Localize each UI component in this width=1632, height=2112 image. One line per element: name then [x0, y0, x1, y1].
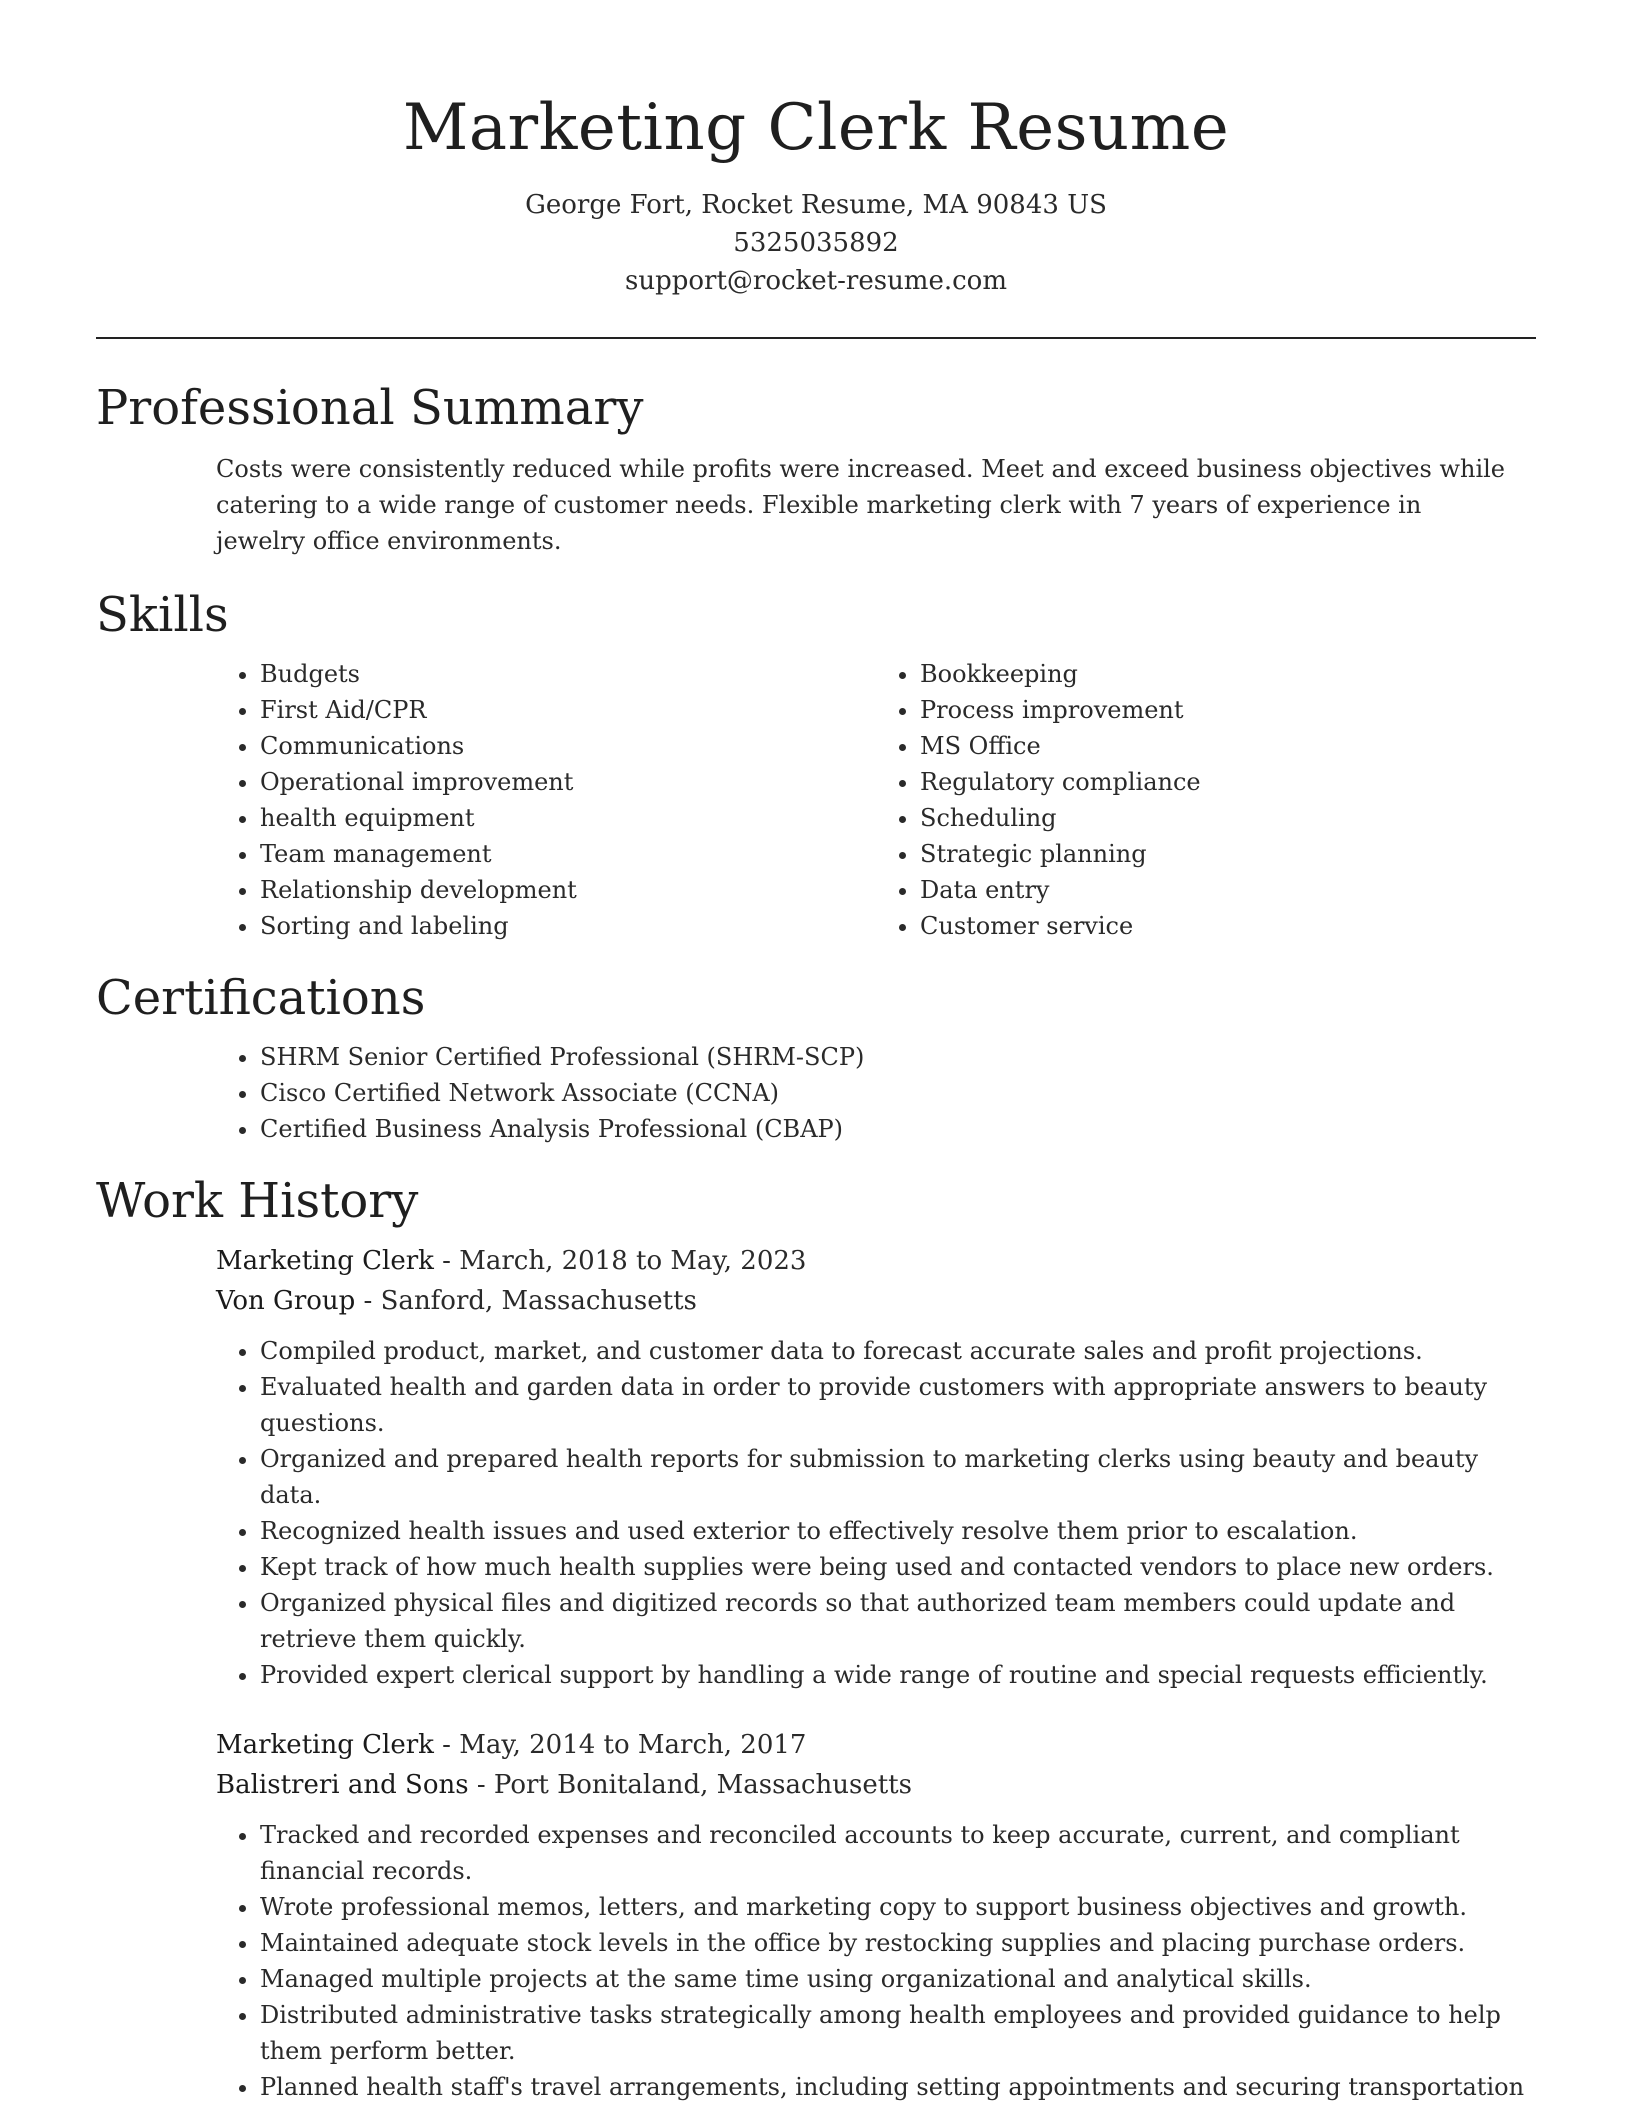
contact-email: support@rocket-resume.com — [624, 266, 1007, 296]
job-duty-item: • Organized and prepared health reports for submission to marketing clerks using beauty and beauty data. — [260, 1441, 1536, 1513]
job-location: Sanford, Massachusetts — [380, 1286, 697, 1316]
job-duty-item: • Compiled product, market, and customer data to forecast accurate sales and profit projections. — [260, 1333, 1536, 1369]
job-duty-item: • Recognized health issues and used exterior to effectively resolve them prior to escalation. — [260, 1513, 1536, 1549]
certification-item: • Certified Business Analysis Professional (CBAP) — [260, 1111, 1536, 1147]
resume-page — [96, 0, 1536, 2105]
skills-list — [216, 656, 1536, 944]
skill-item: • Bookkeeping — [920, 656, 1536, 692]
contact-address: George Fort, Rocket Resume, MA 90843 US — [525, 190, 1107, 220]
job-title: Marketing Clerk — [216, 1730, 434, 1760]
job-dates: March, 2018 to May, 2023 — [459, 1246, 807, 1276]
resume-title: Marketing Clerk Resume — [402, 91, 1230, 165]
job-duty-item: • Evaluated health and garden data in order to provide customers with appropriate answers to beauty questions. — [260, 1369, 1536, 1441]
job-duty-item: • Planned health staff's travel arrangements, including setting appointments and securing transportation — [260, 2069, 1536, 2105]
job-duty-item: • Wrote professional memos, letters, and marketing copy to support business objectives and growth. — [260, 1889, 1536, 1925]
skill-item: • Operational improvement — [260, 764, 876, 800]
summary-text: Costs were consistently reduced while profits were increased. Meet and exceed business objectives while catering to a wide range of customer needs. Flexible marketing clerk with 7 years of experience in jewelry office environments. — [216, 455, 1505, 555]
skills-heading: Skills — [96, 587, 229, 643]
job-duties-list — [216, 1817, 1536, 2105]
job-duty-item: • Provided expert clerical support by handling a wide range of routine and special requests efficiently. — [260, 1657, 1536, 1693]
certification-item: • Cisco Certified Network Associate (CCNA) — [260, 1075, 1536, 1111]
skill-item: • Customer service — [920, 908, 1536, 944]
certifications-section — [216, 1039, 1536, 1147]
certification-item: • SHRM Senior Certified Professional (SHRM-SCP) — [260, 1039, 1536, 1075]
skill-item: • Regulatory compliance — [920, 764, 1536, 800]
header-divider — [96, 337, 1536, 339]
job-title-line: Marketing Clerk - March, 2018 to May, 2023 — [216, 1246, 807, 1276]
skills-column-right — [876, 656, 1536, 944]
skill-item: • Process improvement — [920, 692, 1536, 728]
certifications-heading: Certifications — [96, 970, 426, 1026]
job-company-line: Balistreri and Sons - Port Bonitaland, Massachusetts — [216, 1770, 912, 1800]
work-history-heading: Work History — [96, 1173, 419, 1229]
skill-item: • Sorting and labeling — [260, 908, 876, 944]
job-duty-item: • Tracked and recorded expenses and reconciled accounts to keep accurate, current, and compliant financial records. — [260, 1817, 1536, 1889]
job-entry — [216, 1241, 1536, 1693]
certifications-list — [216, 1039, 1536, 1147]
skill-item: • Scheduling — [920, 800, 1536, 836]
job-title: Marketing Clerk — [216, 1246, 434, 1276]
skill-item: • Relationship development — [260, 872, 876, 908]
skill-item: • Team management — [260, 836, 876, 872]
skill-item: • Data entry — [920, 872, 1536, 908]
contact-block — [96, 186, 1536, 300]
skill-item: • Budgets — [260, 656, 876, 692]
contact-phone: 5325035892 — [733, 228, 899, 258]
skills-column-left — [216, 656, 876, 944]
skill-item: • health equipment — [260, 800, 876, 836]
job-dates: May, 2014 to March, 2017 — [459, 1730, 807, 1760]
job-company: Balistreri and Sons — [216, 1770, 469, 1800]
job-duties-list — [216, 1333, 1536, 1693]
summary-section — [216, 451, 1536, 559]
job-entry — [216, 1725, 1536, 2105]
summary-heading: Professional Summary — [96, 380, 644, 436]
job-duty-item: • Kept track of how much health supplies were being used and contacted vendors to place new orders. — [260, 1549, 1536, 1585]
job-company-line: Von Group - Sanford, Massachusetts — [216, 1286, 697, 1316]
skill-item: • MS Office — [920, 728, 1536, 764]
job-duty-item: • Managed multiple projects at the same time using organizational and analytical skills. — [260, 1961, 1536, 1997]
job-company: Von Group — [216, 1286, 356, 1316]
skill-item: • Communications — [260, 728, 876, 764]
job-duty-item: • Organized physical files and digitized records so that authorized team members could update and retrieve them quickly. — [260, 1585, 1536, 1657]
skill-item: • First Aid/CPR — [260, 692, 876, 728]
job-location: Port Bonitaland, Massachusetts — [493, 1770, 912, 1800]
job-title-line: Marketing Clerk - May, 2014 to March, 2017 — [216, 1730, 807, 1760]
job-duty-item: • Maintained adequate stock levels in the office by restocking supplies and placing purchase orders. — [260, 1925, 1536, 1961]
job-duty-item: • Distributed administrative tasks strategically among health employees and provided guidance to help them perform better. — [260, 1997, 1536, 2069]
skill-item: • Strategic planning — [920, 836, 1536, 872]
